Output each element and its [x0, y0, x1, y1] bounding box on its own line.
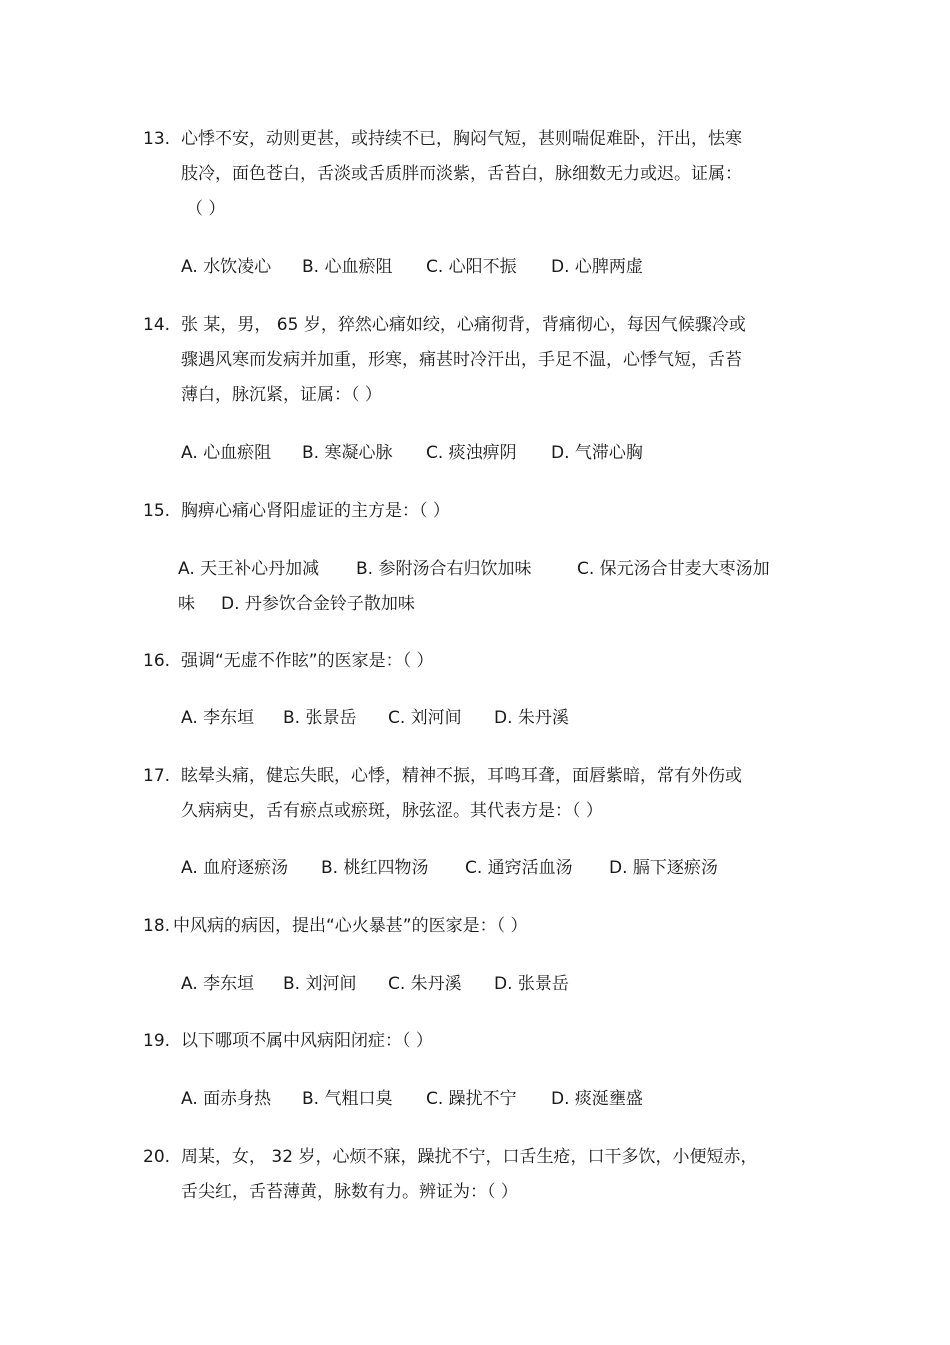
- question-text: 周某，女， 32 岁，心烦不寐，躁扰不宁，口舌生疮，口干多饮，小便短赤，: [181, 1147, 758, 1167]
- option-a: A. 天王补心丹加减: [178, 559, 320, 579]
- answer-blank: （ ）: [186, 199, 226, 219]
- option-c: C. 通窍活血汤: [465, 858, 573, 878]
- option-d: D. 丹参饮合金铃子散加味: [221, 594, 415, 614]
- option-b: B. 张景岳: [283, 708, 357, 728]
- question-text: 强调“无虚不作眩”的医家是：（ ）: [181, 651, 434, 671]
- option-c-continued: 味: [178, 594, 195, 614]
- question-text: 胸痹心痛心肾阳虚证的主方是：（ ）: [181, 501, 450, 521]
- question-number: 20.: [143, 1147, 171, 1167]
- question-number: 15.: [143, 501, 171, 521]
- option-d: D. 膈下逐瘀汤: [609, 858, 718, 878]
- question-text: 薄白，脉沉紧，证属：（ ）: [181, 385, 382, 405]
- option-d: D. 气滞心胸: [551, 443, 643, 463]
- option-a: A. 心血瘀阻: [181, 443, 272, 463]
- option-b: B. 气粗口臭: [302, 1089, 393, 1109]
- option-d: D. 心脾两虚: [551, 257, 643, 277]
- question-number: 14.: [143, 315, 171, 335]
- question-text: 肢冷，面色苍白，舌淡或舌质胖而淡紫，舌苔白，脉细数无力或迟。证属：: [181, 164, 742, 184]
- question-text: 久病病史，舌有瘀点或瘀斑，脉弦涩。其代表方是：（ ）: [181, 801, 603, 821]
- option-c: C. 朱丹溪: [388, 974, 462, 994]
- question-text: 中风病的病因，提出“心火暴甚”的医家是：（ ）: [173, 916, 528, 936]
- option-b: B. 参附汤合右归饮加味: [356, 559, 532, 579]
- option-c: C. 保元汤合甘麦大枣汤加: [577, 559, 770, 579]
- question-text: 骤遇风寒而发病并加重，形寒，痛甚时冷汗出，手足不温，心悸气短，舌苔: [181, 350, 742, 370]
- question-text: 舌尖红，舌苔薄黄，脉数有力。辨证为：（ ）: [181, 1182, 518, 1202]
- option-a: A. 水饮凌心: [181, 257, 272, 277]
- option-b: B. 心血瘀阻: [302, 257, 393, 277]
- question-number: 13.: [143, 129, 171, 149]
- question-text: 心悸不安，动则更甚，或持续不已，胸闷气短，甚则喘促难卧，汗出，怯寒: [181, 129, 742, 149]
- option-a: A. 血府逐瘀汤: [181, 858, 289, 878]
- option-c: C. 痰浊痹阴: [426, 443, 517, 463]
- question-number: 17.: [143, 766, 171, 786]
- option-a: A. 李东垣: [181, 708, 255, 728]
- question-text: 眩晕头痛，健忘失眠，心悸，精神不振，耳鸣耳聋，面唇紫暗，常有外伤或: [181, 766, 742, 786]
- question-text: 张 某，男， 65 岁，猝然心痛如绞，心痛彻背，背痛彻心，每因气候骤冷或: [181, 315, 746, 335]
- question-number: 19.: [143, 1031, 171, 1051]
- question-number: 18.: [143, 916, 171, 936]
- option-c: C. 躁扰不宁: [426, 1089, 517, 1109]
- question-text: 以下哪项不属中风病阳闭症：（ ）: [181, 1031, 433, 1051]
- option-d: D. 张景岳: [494, 974, 569, 994]
- option-d: D. 痰涎壅盛: [551, 1089, 643, 1109]
- option-b: B. 寒凝心脉: [302, 443, 393, 463]
- option-b: B. 桃红四物汤: [321, 858, 429, 878]
- option-c: C. 刘河间: [388, 708, 462, 728]
- option-a: A. 面赤身热: [181, 1089, 272, 1109]
- option-b: B. 刘河间: [283, 974, 357, 994]
- option-c: C. 心阳不振: [426, 257, 517, 277]
- question-number: 16.: [143, 651, 171, 671]
- option-d: D. 朱丹溪: [494, 708, 569, 728]
- option-a: A. 李东垣: [181, 974, 255, 994]
